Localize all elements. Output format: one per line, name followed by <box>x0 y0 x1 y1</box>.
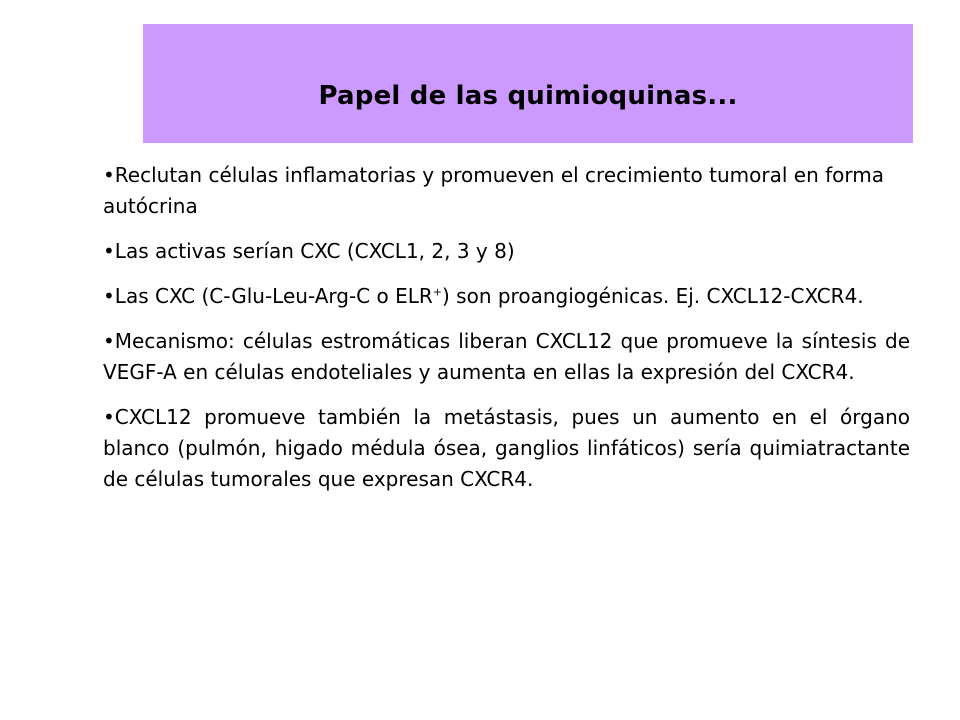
bullet-marker: • <box>103 284 115 308</box>
bullet-item <box>103 281 910 312</box>
title-band <box>143 24 913 143</box>
bullet-text: CXCL12 promueve también la metástasis, pues un aumento en el órgano blanco (pulmón, higado médula ósea, ganglios linfáticos) sería quimiatractante de células tumorales que expresan CXCR4. <box>103 405 910 491</box>
bullet-list <box>103 160 910 509</box>
bullet-text: Reclutan células inflamatorias y promueven el crecimiento tumoral en forma autócrina <box>103 163 885 218</box>
bullet-item <box>103 402 910 495</box>
bullet-item <box>103 236 910 267</box>
bullet-marker: • <box>103 163 115 187</box>
bullet-marker: • <box>103 405 115 429</box>
bullet-text: ) son proangiogénicas. Ej. CXCL12-CXCR4. <box>442 284 864 308</box>
bullet-marker: • <box>103 329 115 353</box>
bullet-marker: • <box>103 239 115 263</box>
bullet-item <box>103 326 910 388</box>
bullet-item <box>103 160 910 222</box>
bullet-text: Mecanismo: células estromáticas liberan CXCL12 que promueve la síntesis de VEGF-A en células endoteliales y aumenta en ellas la expresión del CXCR4. <box>103 329 910 384</box>
slide-title: Papel de las quimioquinas... <box>318 81 738 111</box>
bullet-text: Las activas serían CXC (CXCL1, 2, 3 y 8) <box>114 239 515 263</box>
superscript-plus: + <box>432 285 442 299</box>
bullet-text: Las CXC (C-Glu-Leu-Arg-C o ELR <box>114 284 433 308</box>
